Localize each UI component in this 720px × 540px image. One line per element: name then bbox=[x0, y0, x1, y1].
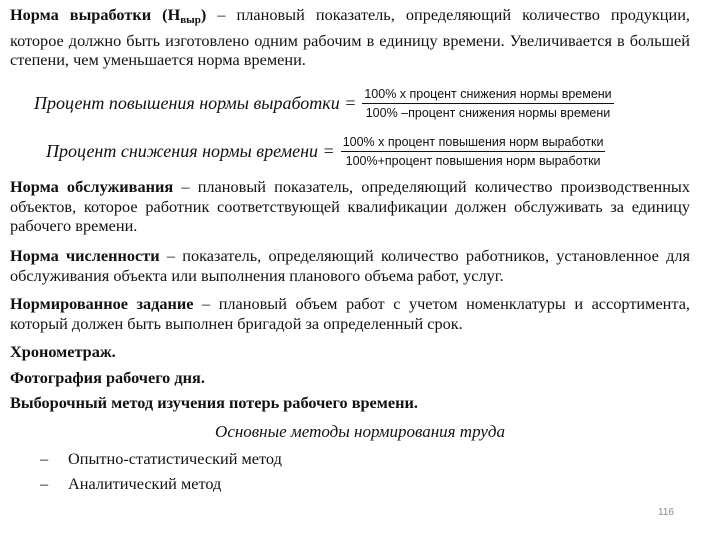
formula-output-increase-fraction bbox=[362, 86, 613, 121]
formula-output-increase-numerator: 100% х процент снижения нормы времени bbox=[362, 86, 613, 104]
formula-time-decrease-denominator: 100%+процент повышения норм выработки bbox=[345, 154, 601, 168]
norm-headcount-definition: – показатель, определяющий количество работников, установленное для обслуживания объекта или выполнения планового объема работ, услуг. bbox=[10, 246, 690, 285]
term-timing: Хронометраж. bbox=[10, 342, 116, 361]
norm-service-definition: – плановый показатель, определяющий количество производственных объектов, которое работник соответствующей квалификации должен обслуживать за единицу рабочего времени. bbox=[10, 177, 691, 235]
term-workday-photo: Фотография рабочего дня. bbox=[10, 368, 205, 387]
norm-output-definition: – плановый показатель, определяющий количество продукции, которое должно быть изготовлено одним рабочим в единицу времени. Увеличивается в большей степени, чем уменьшается норма времени. bbox=[10, 5, 690, 69]
norm-headcount-paragraph bbox=[10, 246, 690, 285]
norm-output-paragraph bbox=[10, 5, 690, 70]
formula-time-decrease bbox=[46, 134, 605, 169]
normed-task-paragraph bbox=[10, 294, 690, 333]
methods-title bbox=[0, 422, 720, 442]
formula-time-decrease-numerator: 100% х процент повышения норм выработки bbox=[341, 134, 606, 152]
norm-service-paragraph bbox=[10, 177, 690, 236]
normed-task-term: Нормированное задание bbox=[10, 294, 194, 313]
norm-output-term: Норма выработки bbox=[10, 5, 152, 24]
method-dash: – bbox=[40, 449, 49, 468]
method-label: Аналитический метод bbox=[68, 474, 222, 493]
norm-output-abbr-sub: выр bbox=[180, 14, 201, 26]
formula-time-decrease-fraction bbox=[341, 134, 606, 169]
method-label: Опытно-статистический метод bbox=[68, 449, 282, 468]
normed-task-definition: – плановый объем работ с учетом номенклатуры и ассортимента, который должен быть выполнен бригадой за определенный срок. bbox=[10, 294, 690, 333]
method-item bbox=[40, 449, 282, 469]
norm-headcount-term: Норма численности bbox=[10, 246, 160, 265]
norm-output-abbr-close: ) bbox=[200, 5, 207, 24]
method-item bbox=[40, 474, 221, 494]
formula-time-decrease-lhs: Процент снижения нормы времени = bbox=[46, 141, 335, 161]
formula-output-increase-lhs: Процент повышения нормы выработки = bbox=[34, 93, 357, 113]
methods-title-text: Основные методы нормирования труда bbox=[215, 422, 505, 441]
page-number: 116 bbox=[658, 507, 674, 518]
method-dash: – bbox=[40, 474, 49, 493]
norm-service-term: Норма обслуживания bbox=[10, 177, 174, 196]
formula-output-increase bbox=[34, 86, 614, 121]
formula-output-increase-denominator: 100% –процент снижения нормы времени bbox=[365, 106, 611, 120]
term-sampling-method: Выборочный метод изучения потерь рабочего времени. bbox=[10, 393, 418, 412]
norm-output-abbr-open: (Н bbox=[151, 5, 181, 24]
